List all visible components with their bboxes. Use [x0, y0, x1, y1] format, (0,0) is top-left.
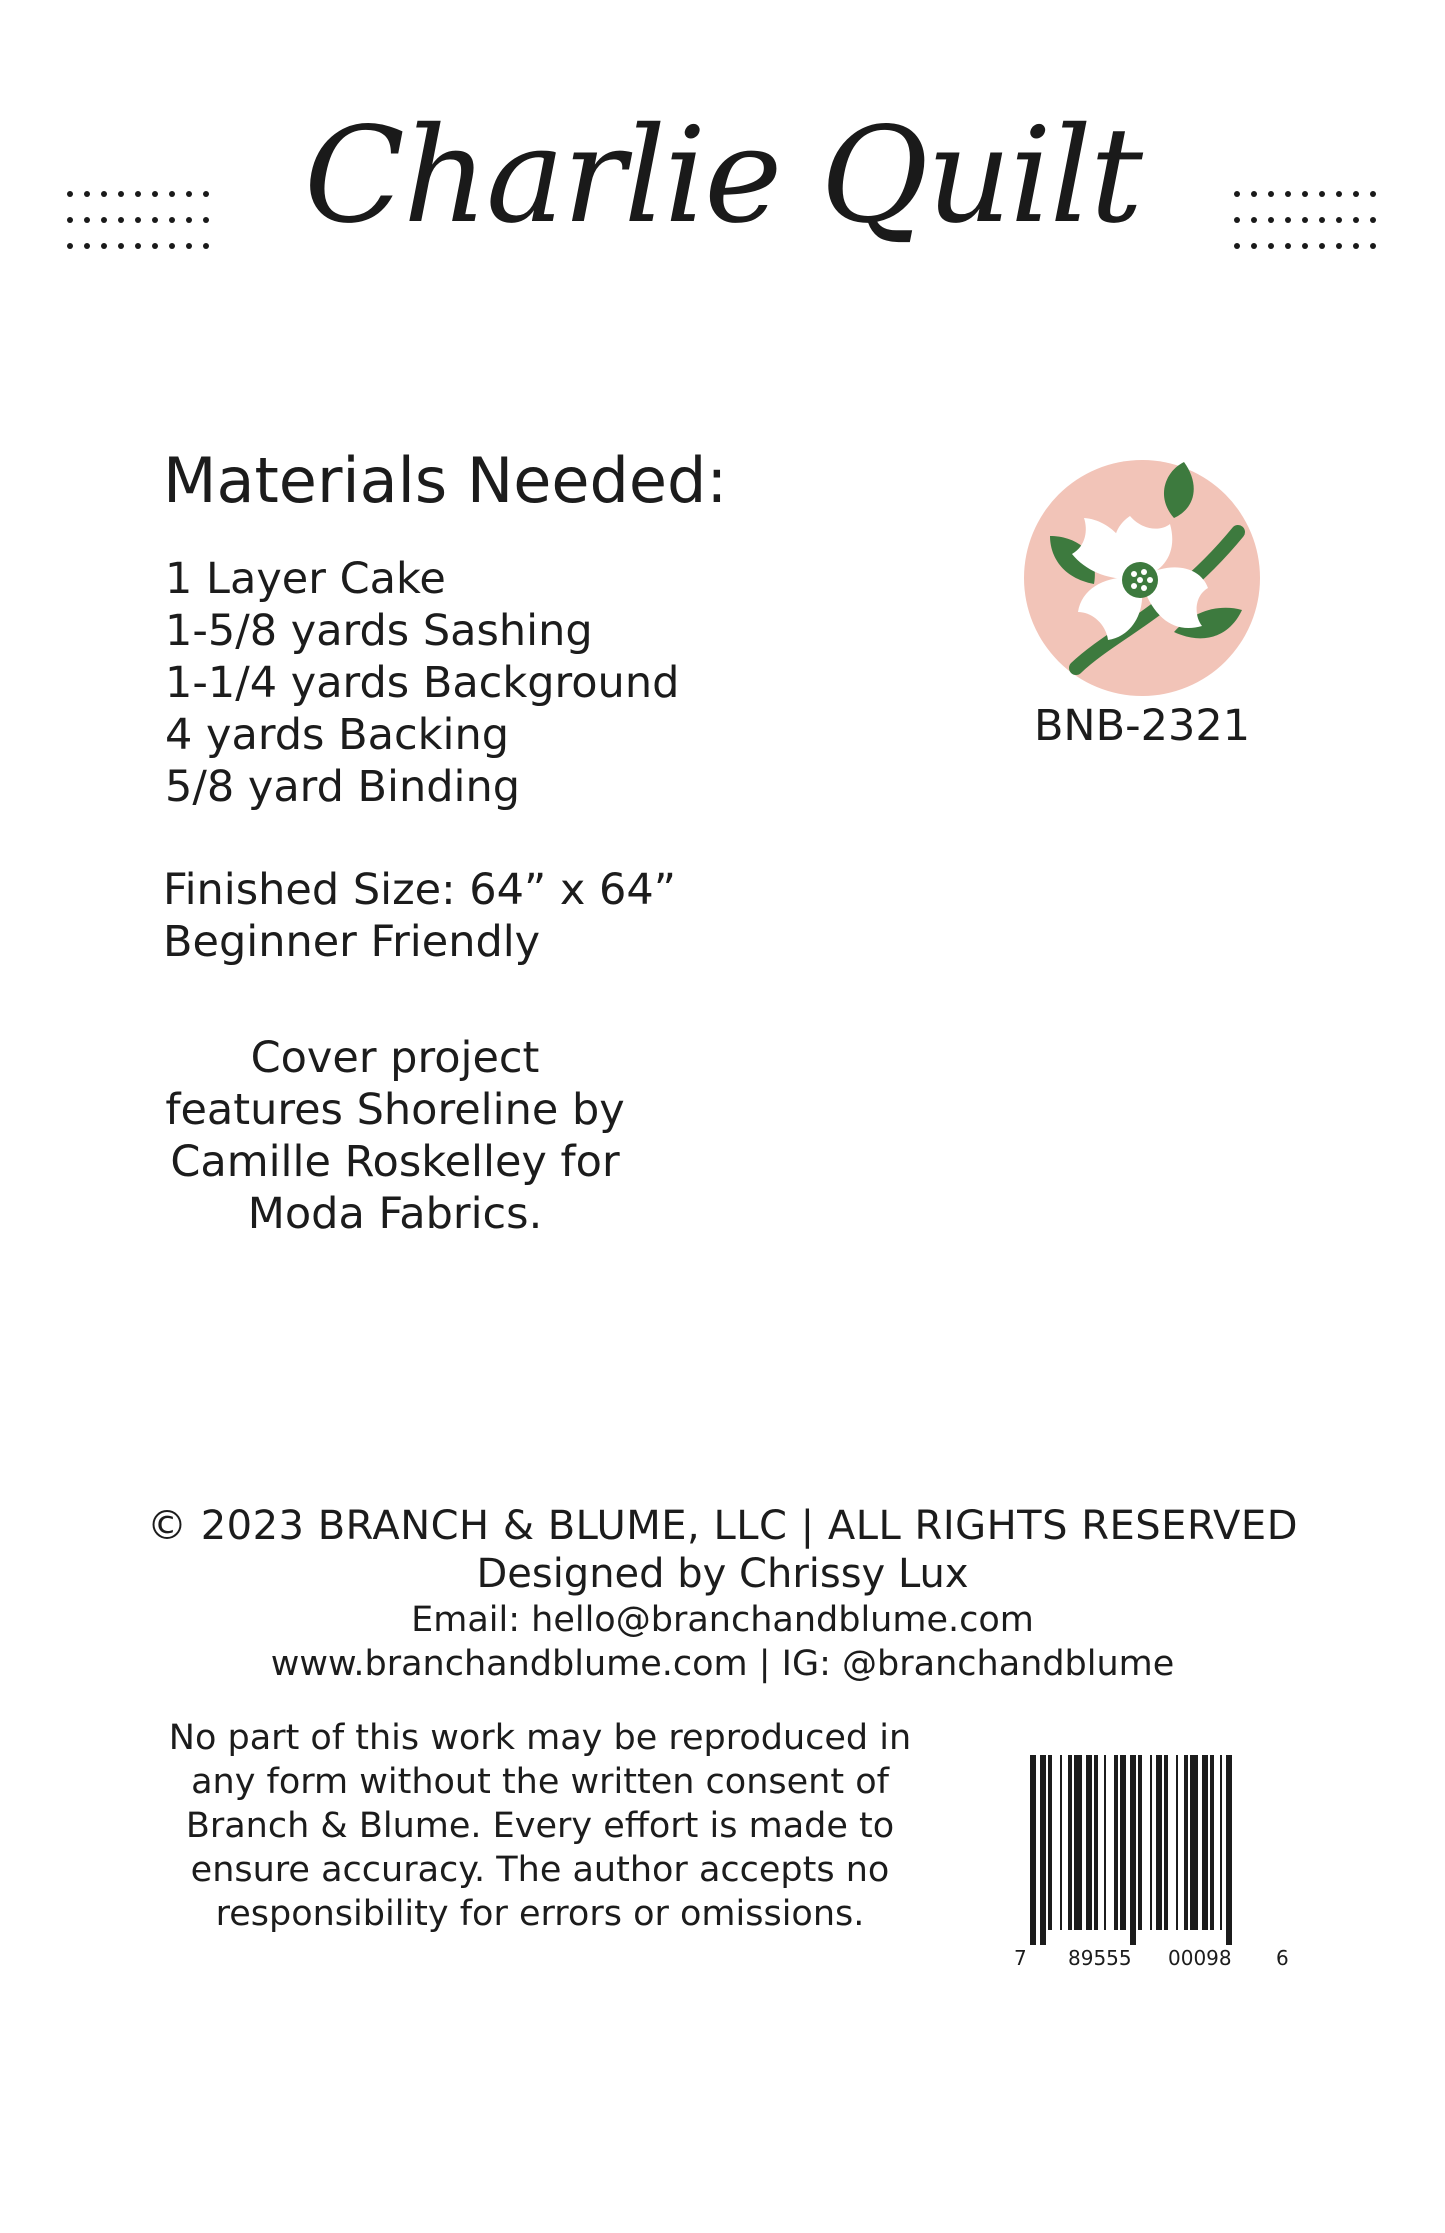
upc-barcode [1010, 1755, 1292, 1970]
dot [1336, 243, 1342, 249]
dot [1251, 243, 1257, 249]
finished-size: Finished Size: 64” x 64” [163, 865, 677, 915]
barcode-bar [1114, 1755, 1118, 1930]
dot [67, 243, 73, 249]
dot [101, 243, 107, 249]
disclaimer: No part of this work may be reproduced in any form without the written consent of Branch & Blume. Every effort is made to ensure accuracy. The author accepts no responsibility for errors or omissions. [168, 1718, 912, 1934]
barcode-bar [1164, 1755, 1168, 1930]
website-line: www.branchandblume.com | IG: @branchandblume [270, 1644, 1175, 1684]
dot [1319, 243, 1325, 249]
product-code: BNB-2321 [1033, 701, 1251, 751]
barcode-lead-digit: 7 [1014, 1946, 1027, 1970]
barcode-bar [1104, 1755, 1106, 1930]
size-block [163, 864, 676, 968]
dot [203, 243, 209, 249]
barcode-bar [1226, 1755, 1232, 1945]
dot [1353, 243, 1359, 249]
materials-item: 1 Layer Cake [165, 554, 446, 604]
barcode-bar [1030, 1755, 1036, 1945]
barcode-bar [1176, 1755, 1178, 1930]
copyright-line: © 2023 BRANCH & BLUME, LLC | ALL RIGHTS RESERVED [146, 1503, 1298, 1549]
barcode-bar [1220, 1755, 1222, 1930]
designer-line: Designed by Chrissy Lux [476, 1551, 969, 1597]
barcode-bar [1060, 1755, 1062, 1930]
materials-heading: Materials Needed: [163, 444, 728, 517]
barcode-bar [1040, 1755, 1046, 1945]
dot [1268, 243, 1274, 249]
dogwood-flower-logo [1024, 460, 1260, 696]
materials-item: 4 yards Backing [165, 710, 509, 760]
credits-block [0, 1502, 1445, 1686]
barcode-bar [1202, 1755, 1208, 1930]
dot [84, 243, 90, 249]
barcode-bar [1094, 1755, 1098, 1930]
barcode-bar [1190, 1755, 1198, 1930]
dot [1234, 243, 1240, 249]
materials-item: 1-5/8 yards Sashing [165, 606, 593, 656]
dot [186, 243, 192, 249]
barcode-bar [1138, 1755, 1142, 1930]
barcode-bar [1048, 1755, 1052, 1930]
barcode-bar [1074, 1755, 1082, 1930]
barcode-left-group: 89555 [1068, 1946, 1132, 1970]
barcode-bar [1210, 1755, 1214, 1930]
barcode-check-digit: 6 [1276, 1946, 1289, 1970]
barcode-right-group: 00098 [1168, 1946, 1232, 1970]
barcode-bar [1120, 1755, 1126, 1930]
dot [1302, 243, 1308, 249]
pattern-title: Charlie Quilt [303, 99, 1142, 253]
dot [152, 243, 158, 249]
dot [169, 243, 175, 249]
dot [118, 243, 124, 249]
barcode-bar [1130, 1755, 1136, 1945]
skill-level: Beginner Friendly [163, 917, 541, 967]
barcode-bar [1086, 1755, 1092, 1930]
barcode-bar [1068, 1755, 1072, 1930]
materials-item: 5/8 yard Binding [165, 762, 521, 812]
materials-list [165, 553, 679, 813]
barcode-bar [1184, 1755, 1188, 1930]
dot [1370, 243, 1376, 249]
barcode-bar [1150, 1755, 1152, 1930]
barcode-bar [1156, 1755, 1162, 1930]
cover-note: Cover project features Shoreline by Camille Roskelley for Moda Fabrics. [165, 1033, 625, 1239]
barcode-bars [1030, 1755, 1232, 1945]
dot [135, 243, 141, 249]
dot [1285, 243, 1291, 249]
materials-item: 1-1/4 yards Background [165, 658, 680, 708]
email-line: Email: hello@branchandblume.com [411, 1600, 1034, 1640]
